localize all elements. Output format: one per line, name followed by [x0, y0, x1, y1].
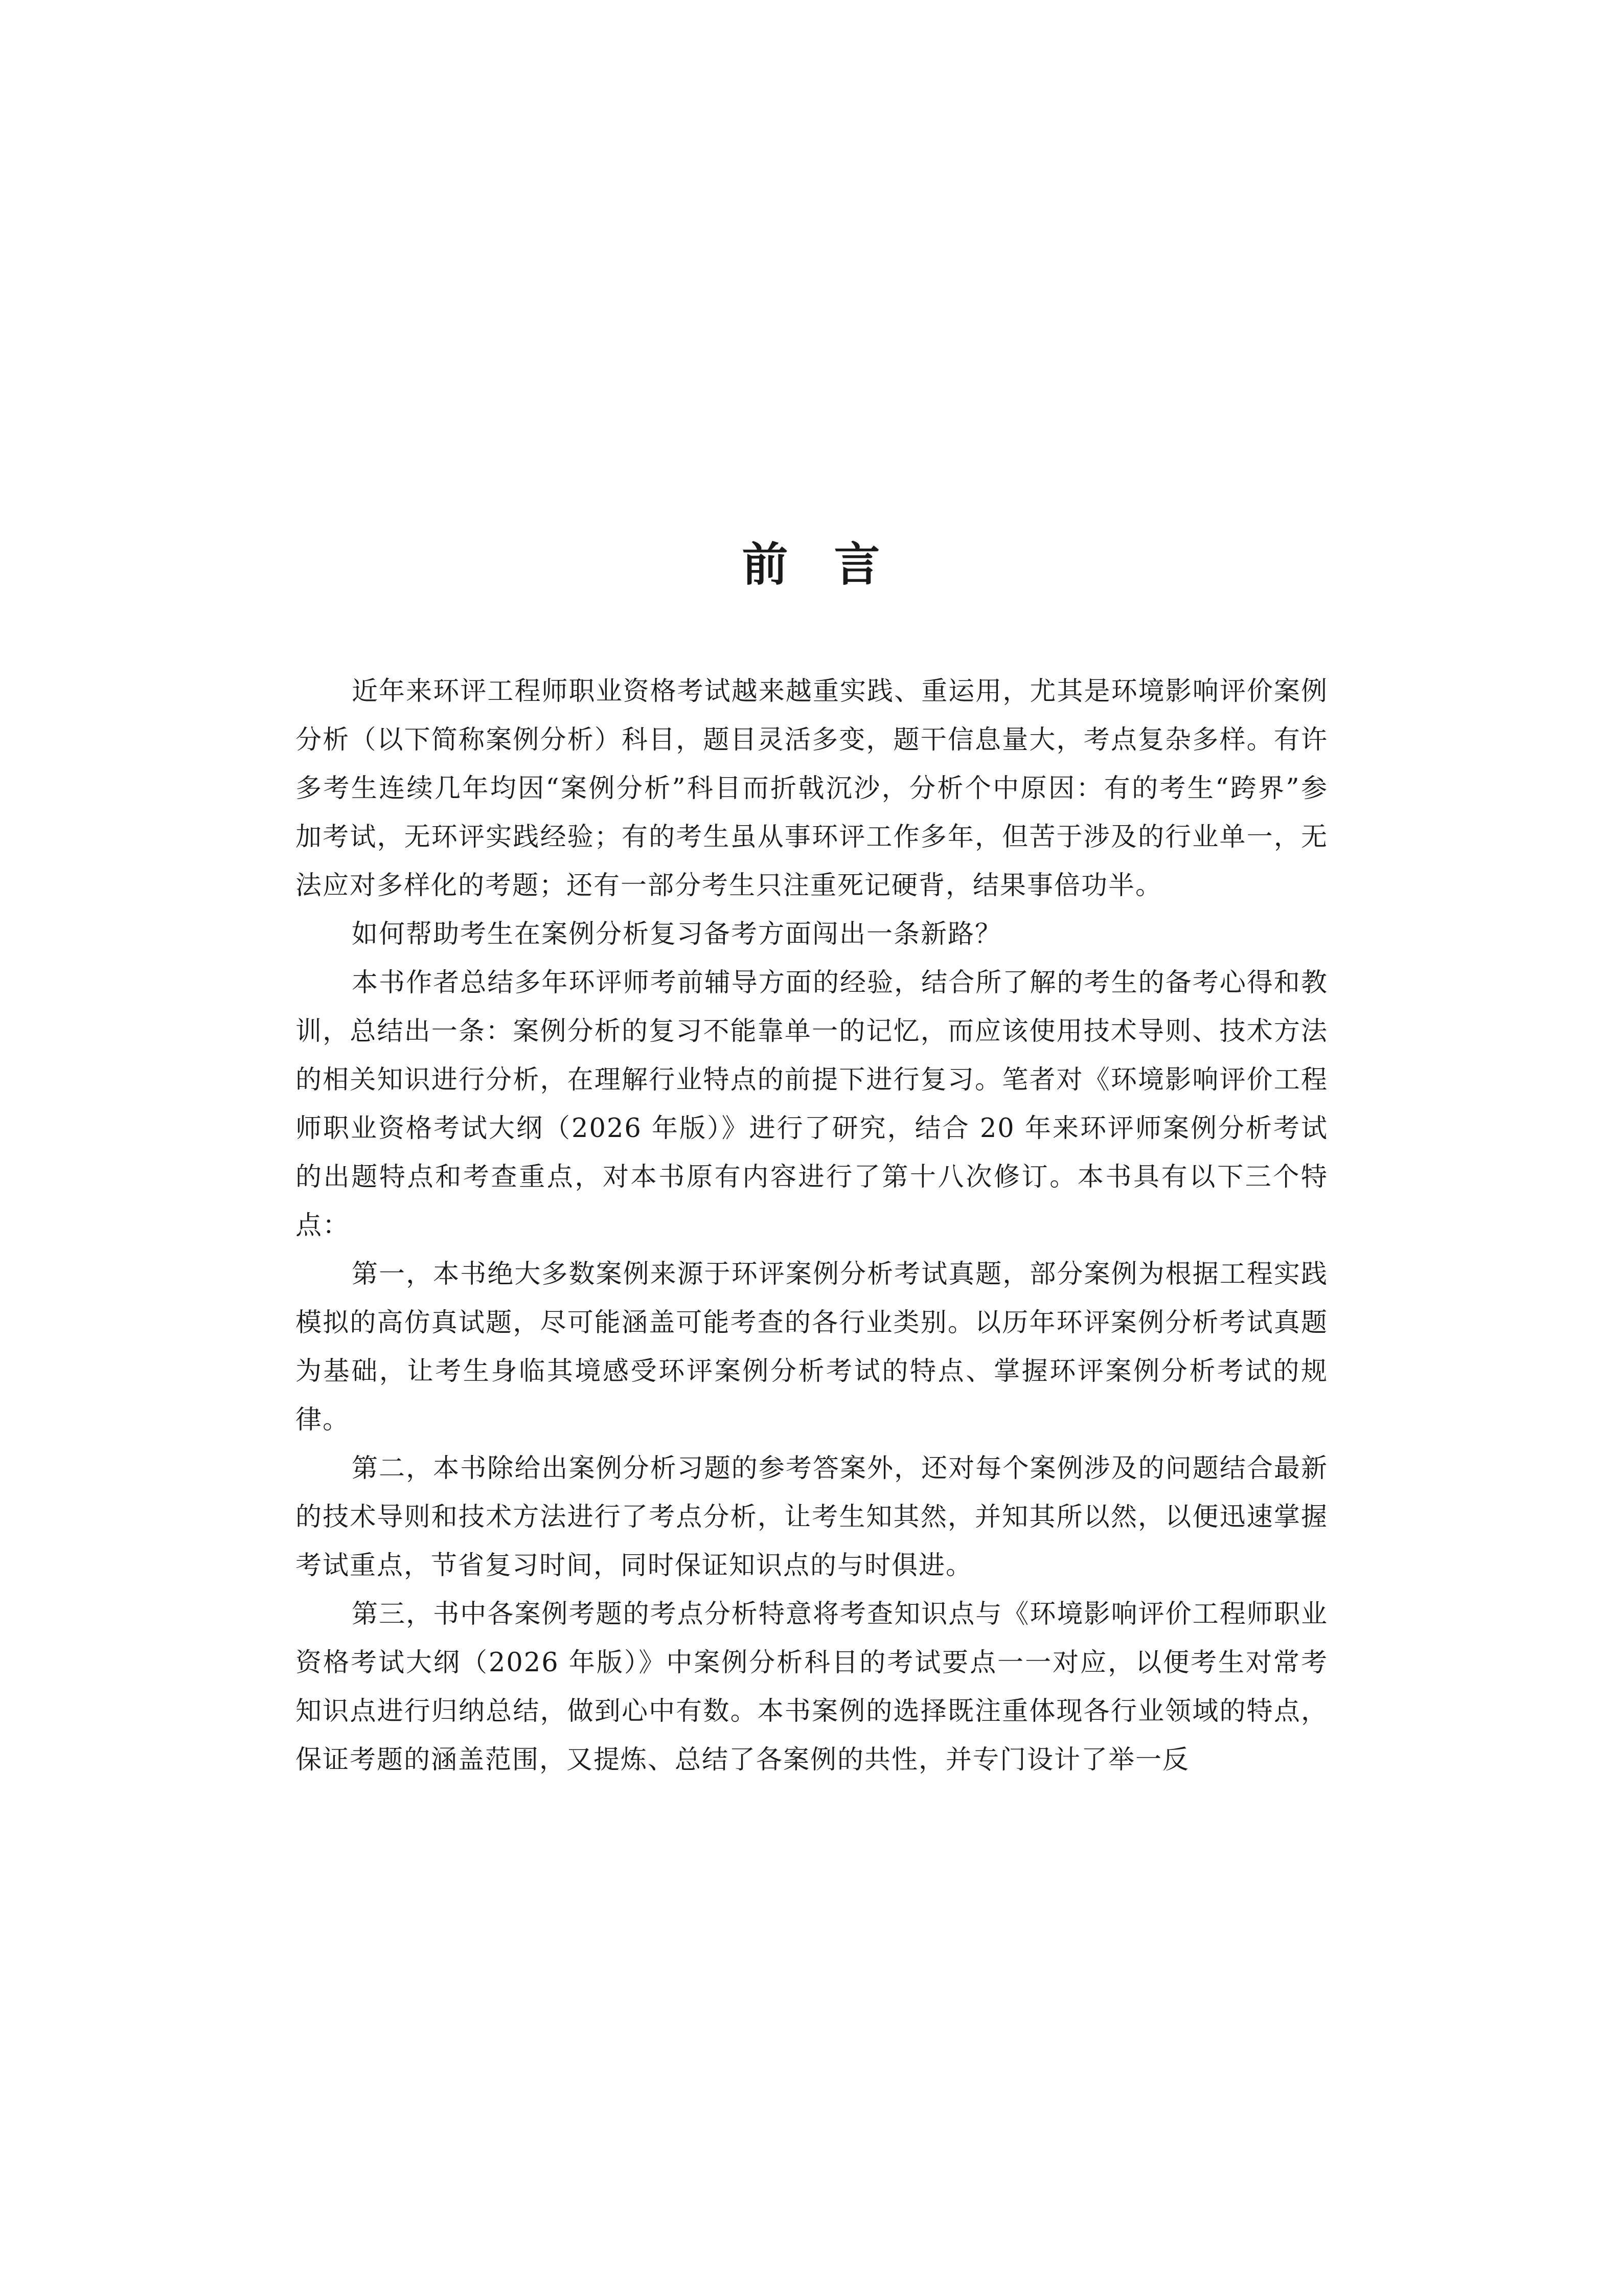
paragraph-5: 第二，本书除给出案例分析习题的参考答案外，还对每个案例涉及的问题结合最新的技术导则和技术方法进行了考点分析，让考生知其然，并知其所以然，以便迅速掌握考试重点，节省复习时间，同时保证知识点的与时俱进。	[295, 1453, 1328, 1581]
document-body	[295, 667, 1328, 1784]
paragraph-4: 第一，本书绝大多数案例来源于环评案例分析考试真题，部分案例为根据工程实践模拟的高仿真试题，尽可能涵盖可能考查的各行业类别。以历年环评案例分析考试真题为基础，让考生身临其境感受环评案例分析考试的特点、掌握环评案例分析考试的规律。	[295, 1259, 1328, 1435]
page-title: 前 言	[742, 538, 880, 592]
paragraph-1: 近年来环评工程师职业资格考试越来越重实践、重运用，尤其是环境影响评价案例分析（以下简称案例分析）科目，题目灵活多变，题干信息量大，考点复杂多样。有许多考生连续几年均因“案例分析”科目而折戟沉沙，分析个中原因：有的考生“跨界”参加考试，无环评实践经验；有的考生虽从事环评工作多年，但苦于涉及的行业单一，无法应对多样化的考题；还有一部分考生只注重死记硬背，结果事倍功半。	[295, 676, 1328, 901]
paragraph-2: 如何帮助考生在案例分析复习备考方面闯出一条新路？	[352, 919, 1002, 949]
paragraph-6: 第三，书中各案例考题的考点分析特意将考查知识点与《环境影响评价工程师职业资格考试大纲（2026 年版）》中案例分析科目的考试要点一一对应，以便考生对常考知识点进行归纳总结，做到心中有数。本书案例的选择既注重体现各行业领域的特点，保证考题的涵盖范围，又提炼、总结了各案例的共性，并专门设计了举一反	[295, 1599, 1328, 1775]
paragraph-3: 本书作者总结多年环评师考前辅导方面的经验，结合所了解的考生的备考心得和教训，总结出一条：案例分析的复习不能靠单一的记忆，而应该使用技术导则、技术方法的相关知识进行分析，在理解行业特点的前提下进行复习。笔者对《环境影响评价工程师职业资格考试大纲（2026 年版）》进行了研究，结合 20 年来环评师案例分析考试的出题特点和考查重点，对本书原有内容进行了第十八次修订。本书具有以下三个特点：	[295, 968, 1328, 1241]
